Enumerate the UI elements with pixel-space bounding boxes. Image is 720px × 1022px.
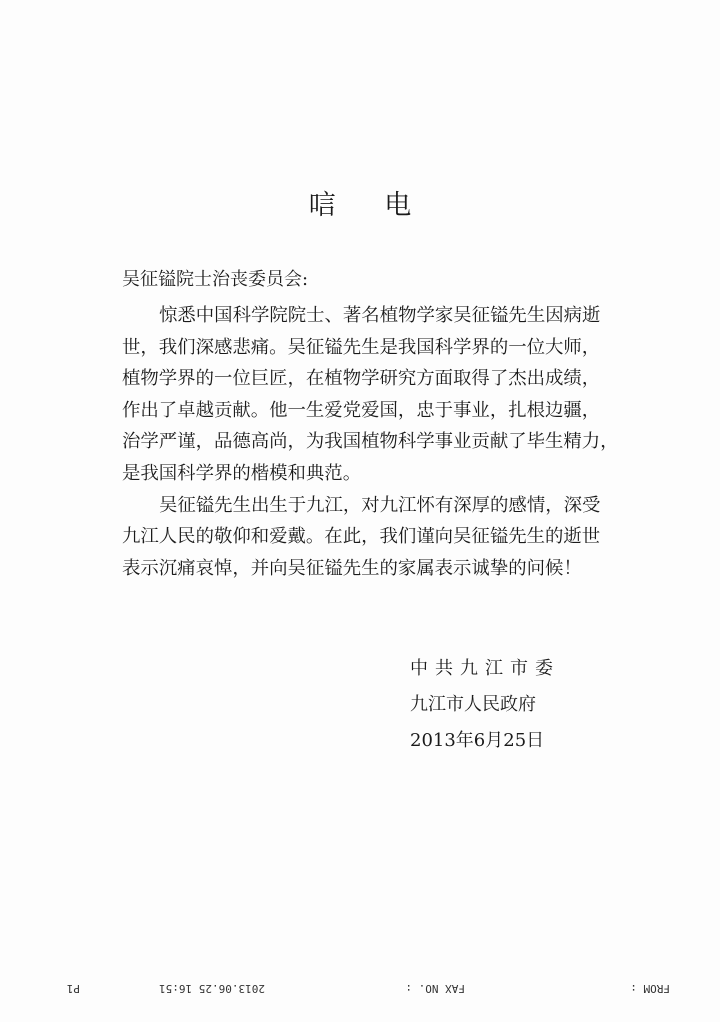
paragraph-1-line: 是我国科学界的楷模和典范。 xyxy=(122,462,362,484)
paragraph-1-line: 作出了卓越贡献。他一生爱党爱国，忠于事业，扎根边疆， xyxy=(122,399,601,421)
paragraph-1-line: 世，我们深感悲痛。吴征镒先生是我国科学界的一位大师， xyxy=(122,336,601,358)
addressee: 吴征镒院士治丧委员会: xyxy=(122,269,309,290)
letter-body xyxy=(122,300,619,584)
signature-org-party-committee: 中共九江市委 xyxy=(410,658,560,679)
paragraph-2-line: 吴征镒先生出生于九江，对九江怀有深厚的感情，深受 xyxy=(159,494,601,516)
signature-date: 2013年6月25日 xyxy=(410,730,545,751)
paragraph-2-line: 表示沉痛哀悼，并向吴征镒先生的家属表示诚挚的问候！ xyxy=(122,557,582,579)
fax-from-label: FROM : xyxy=(630,982,670,995)
fax-page-number: P1 xyxy=(66,982,80,995)
fax-header-strip xyxy=(60,977,670,997)
document-title: 唁 电 xyxy=(308,190,432,221)
fax-number-label: FAX NO. : xyxy=(405,982,465,995)
paragraph-2-line: 九江人民的敬仰和爱戴。在此，我们谨向吴征镒先生的逝世 xyxy=(122,526,601,548)
fax-datetime: 2013.06.25 16:51 xyxy=(159,982,265,995)
paragraph-1-line: 治学严谨，品德高尚，为我国植物科学事业贡献了毕生精力， xyxy=(122,431,619,453)
signature-block xyxy=(410,651,560,759)
signature-org-government: 九江市人民政府 xyxy=(410,694,536,715)
paragraph-1-line: 惊悉中国科学院院士、著名植物学家吴征镒先生因病逝 xyxy=(159,305,601,326)
paragraph-1-line: 植物学界的一位巨匠，在植物学研究方面取得了杰出成绩， xyxy=(122,368,601,390)
